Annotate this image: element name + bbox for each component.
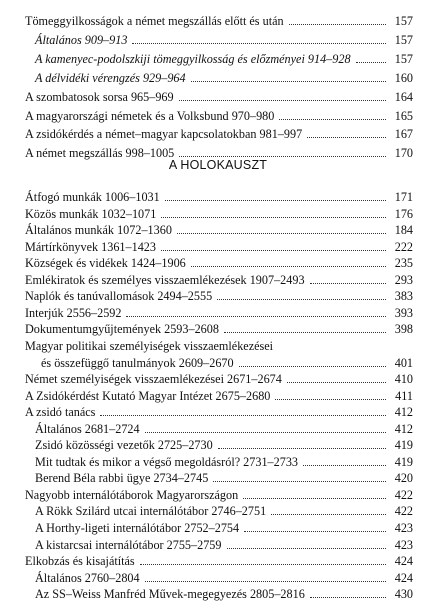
toc-entry-title: A kistarcsai internálótábor 2755–2759	[35, 537, 222, 552]
toc-entry-page: 412	[394, 405, 413, 420]
toc-entry	[25, 219, 413, 237]
toc-entry-page: 423	[394, 521, 413, 535]
toc-entry	[25, 467, 413, 485]
toc-entry-title: Az SS–Weiss Manfréd Művek-megegyezés 2805–2816	[35, 587, 305, 602]
toc-entry-title: A Zsidókérdést Kutató Magyar Intézet 2675–2680	[25, 388, 271, 403]
leader-dots	[217, 298, 386, 300]
leader-dots	[275, 398, 386, 400]
toc-entry-page: 419	[394, 454, 413, 469]
toc-entry	[25, 418, 413, 436]
toc-entry-title: A szombatosok sorsa 965–969	[25, 89, 174, 104]
toc-entry	[25, 203, 413, 221]
toc-entry-page: 420	[394, 471, 413, 486]
toc-entry-page: 293	[394, 272, 413, 287]
toc-entry-title: Berend Béla rabbi ügye 2734–2745	[35, 471, 209, 486]
toc-entry-title: Magyar politikai személyiségek visszaemlékezései	[25, 338, 274, 353]
toc-entry-title: A magyarországi németek és a Volksbund 970–980	[25, 108, 275, 123]
section-heading: A HOLOKAUSZT	[168, 158, 268, 172]
toc-entry-page: 157	[394, 32, 413, 47]
toc-entry-title: Közös munkák 1032–1071	[25, 206, 157, 221]
toc-entry	[25, 534, 413, 552]
toc-entry	[25, 10, 413, 28]
leader-dots	[287, 381, 386, 383]
toc-entry-title: Általános 2681–2724	[35, 421, 140, 436]
toc-entry-page: 419	[394, 438, 413, 453]
toc-entry-page: 176	[394, 206, 413, 221]
toc-entry-title: Általános 909–913	[35, 32, 128, 47]
toc-entry	[25, 352, 413, 370]
toc-entry-page: 424	[394, 570, 413, 585]
leader-dots	[356, 61, 386, 63]
toc-entry	[25, 269, 413, 287]
toc-entry	[25, 385, 413, 403]
leader-dots	[145, 431, 386, 433]
toc-entry-title: és összefüggő tanulmányok 2609–2670	[41, 355, 234, 370]
toc-entry-title: Dokumentumgyűjtemények 2593–2608	[25, 322, 219, 337]
toc-entry	[25, 368, 413, 386]
leader-dots	[191, 80, 386, 82]
toc-entry	[25, 401, 413, 419]
toc-entry	[25, 105, 413, 123]
toc-entry-title: Interjúk 2556–2592	[25, 305, 122, 320]
toc-entry-page: 422	[394, 487, 413, 502]
toc-entry-page: 184	[394, 223, 413, 238]
toc-entry	[25, 236, 413, 254]
toc-entry-page: 410	[394, 372, 413, 387]
toc-entry-title: A Rökk Szilárd utcai internálótábor 2746–2751	[35, 504, 267, 519]
toc-entry-page: 412	[394, 421, 413, 436]
toc-entry-title: Naplók és tanúvallomások 2494–2555	[25, 289, 213, 304]
leader-dots	[179, 99, 386, 101]
leader-dots	[227, 547, 387, 549]
leader-dots	[140, 563, 386, 565]
toc-entry-title: Általános 2760–2804	[35, 570, 140, 585]
toc-entry-page: 423	[394, 537, 413, 552]
toc-entry	[25, 517, 413, 535]
toc-entry	[25, 48, 413, 66]
toc-entry-page: 398	[394, 322, 413, 337]
toc-entry-title: Emlékiratok és személyes visszaemlékezések 1907–2493	[25, 272, 305, 287]
toc-entry-title: Mit tudtak és mikor a végső megoldásról? 2731–2733	[35, 454, 299, 469]
toc-entry	[25, 285, 413, 303]
toc-entry-title: Nagyobb internálótáborok Magyarországon	[25, 487, 239, 502]
toc-entry-title: A délvidéki vérengzés 929–964	[35, 70, 186, 85]
leader-dots	[213, 480, 386, 482]
toc-entry	[25, 550, 413, 568]
leader-dots	[177, 232, 386, 234]
toc-entry	[25, 67, 413, 85]
leader-dots	[239, 365, 386, 367]
toc-entry-title: Elkobzás és kisajátítás	[25, 554, 135, 569]
leader-dots	[165, 199, 386, 201]
toc-entry-title: Tömeggyilkosságok a német megszállás előtt és után	[25, 14, 284, 28]
toc-entry	[25, 500, 413, 518]
leader-dots	[100, 414, 386, 416]
leader-dots	[191, 265, 386, 267]
toc-entry	[25, 252, 413, 270]
leader-dots	[145, 580, 386, 582]
toc-entry-title: A zsidó tanács	[25, 405, 96, 420]
toc-entry-page: 171	[394, 190, 413, 204]
toc-entry-title: Községek és vidékek 1424–1906	[25, 256, 186, 271]
toc-entry-title: Általános munkák 1072–1360	[25, 223, 172, 238]
toc-entry-page: 401	[394, 355, 413, 370]
toc-entry	[25, 123, 413, 141]
toc-entry	[25, 567, 413, 585]
toc-entry-title: A német megszállás 998–1005	[25, 146, 175, 161]
leader-dots	[161, 249, 386, 251]
toc-entry-title: Mártírkönyvek 1361–1423	[25, 239, 156, 254]
leader-dots	[289, 23, 386, 25]
toc-entry-title: A kamenyec-podolszkiji tömeggyilkosság és előzményei 914–928	[35, 51, 351, 66]
toc-entry-page: 157	[394, 14, 413, 28]
toc-entry	[25, 29, 413, 47]
toc-entry-page: 157	[394, 51, 413, 66]
toc-entry	[25, 302, 413, 320]
leader-dots	[244, 530, 386, 532]
toc-entry	[25, 583, 413, 601]
leader-dots	[303, 464, 386, 466]
toc-entry-page: 411	[395, 388, 413, 403]
toc-entry-page: 160	[394, 70, 413, 85]
toc-entry-page: 170	[394, 146, 413, 161]
leader-dots	[310, 282, 386, 284]
toc-entry	[25, 86, 413, 104]
leader-dots	[218, 447, 386, 449]
toc-entry-page: 383	[394, 289, 413, 304]
leader-dots	[179, 155, 386, 157]
leader-dots	[161, 216, 386, 218]
toc-entry-title: Német személyiségek visszaemlékezései 2671–2674	[25, 372, 282, 387]
toc-entry	[25, 434, 413, 452]
toc-entry	[25, 484, 413, 502]
leader-dots	[307, 136, 386, 138]
toc-entry	[25, 318, 413, 336]
leader-dots	[271, 513, 386, 515]
toc-entry-title: A Horthy-ligeti internálótábor 2752–2754	[35, 521, 240, 535]
toc-entry-page: 235	[394, 256, 413, 271]
toc-entry-page: 393	[394, 305, 413, 320]
toc-entry-page: 430	[394, 587, 413, 602]
toc-entry-page: 165	[394, 108, 413, 123]
leader-dots	[279, 118, 386, 120]
leader-dots	[243, 497, 386, 499]
toc-entry-page: 422	[394, 504, 413, 519]
leader-dots	[132, 42, 386, 44]
toc-entry-title: Átfogó munkák 1006–1031	[25, 190, 160, 204]
toc-entry	[25, 186, 413, 204]
toc-entry-page: 424	[394, 554, 413, 569]
toc-entry-page: 167	[394, 127, 413, 142]
toc-entry-page: 164	[394, 89, 413, 104]
toc-entry-title: Zsidó közösségi vezetők 2725–2730	[35, 438, 213, 453]
toc-entry	[25, 451, 413, 469]
leader-dots	[126, 315, 386, 317]
toc-entry-page: 222	[394, 239, 413, 254]
leader-dots	[310, 596, 386, 598]
leader-dots	[224, 331, 386, 333]
toc-entry-title: A zsidókérdés a német–magyar kapcsolatokban 981–997	[25, 127, 303, 142]
toc-entry	[25, 335, 413, 353]
